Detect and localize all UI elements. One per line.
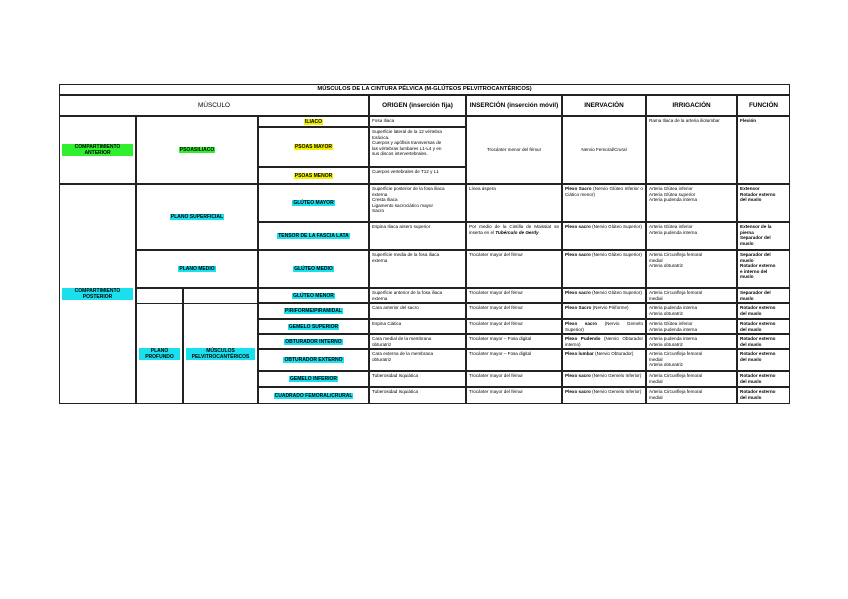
row-obturador-interno-irrigacion <box>646 334 737 349</box>
header-origen-text: ORIGEN (inserción fija) <box>382 102 453 109</box>
gluteo-mayor-origen-line: Sacro <box>372 208 385 214</box>
piriforme-origen-line: Cara anterior del sacro <box>372 305 419 310</box>
gluteo-menor-name-text: GLÚTEO MENOR <box>293 292 334 299</box>
gluteo-medio-funcion-line: muslo <box>740 274 754 280</box>
gemelo-inferior-funcion-line: del muslo <box>740 378 762 384</box>
row-gluteo-medio-irrigacion <box>646 250 737 288</box>
obturador-externo-irrigacion-line: Arteria obturatriz <box>649 362 683 368</box>
row-cuadrado-insercion <box>466 387 562 404</box>
row-obturador-externo-inervacion <box>562 349 646 371</box>
group-plano-medio-label: PLANO MEDIO <box>179 266 215 272</box>
cuadrado-insercion-text: Trocánter mayor del fémur <box>469 389 523 394</box>
psoas-insercion <box>466 116 562 184</box>
gluteo-menor-insercion-text: Trocánter mayor del fémur <box>469 290 523 295</box>
obturador-interno-irrigacion-line: Arteria obturatriz <box>649 341 683 347</box>
psoas-menor-name-text: PSOAS MENOR <box>294 172 333 179</box>
row-gemelo-superior-inervacion <box>562 319 646 334</box>
tensor-insercion-text: Por medio de la Cintilla de Maissiat se inserta en el <box>469 224 559 235</box>
group-pelvitrocantericos <box>183 303 258 404</box>
row-tensor-inervacion <box>562 222 646 250</box>
piriforme-name-text: PIRIFORME/PIRAMIDAL <box>285 308 342 314</box>
row-piriforme-funcion <box>737 303 790 319</box>
row-gluteo-menor-insercion <box>466 288 562 303</box>
gluteo-mayor-funcion-line: Rotador externo <box>740 191 776 197</box>
obturador-interno-nervio: (Nervio Obturador interno) <box>565 336 644 347</box>
row-tensor-name <box>258 222 369 250</box>
row-gemelo-inferior-name <box>258 371 369 387</box>
header-musculo-text: MÚSCULO <box>198 102 230 109</box>
gluteo-mayor-funcion-line: del muslo <box>740 197 762 203</box>
gluteo-mayor-origen-line: externa <box>372 191 388 197</box>
gluteo-mayor-origen-line: Superficie posterior de la fosa iliaca <box>372 186 445 191</box>
gemelo-inferior-name-text: GEMELO INFERIOR <box>290 376 337 382</box>
row-gemelo-superior-funcion <box>737 319 790 334</box>
header-funcion <box>737 95 790 116</box>
obturador-externo-origen-line: obturatriz <box>372 356 392 362</box>
gluteo-mayor-origen-line: Cresta Iliaca <box>372 197 398 203</box>
row-gluteo-mayor-name <box>258 184 369 222</box>
gluteo-menor-irrigacion-line: medial <box>649 295 663 301</box>
group-plano-superficial <box>136 184 258 250</box>
gluteo-menor-origen-line: Superficie anterior de la fosa iliaca <box>372 290 443 295</box>
gluteo-menor-funcion-line: Separador del <box>740 290 771 295</box>
gluteo-mayor-irrigacion-line: Arteria Glútea inferior <box>649 186 693 191</box>
row-obturador-interno-funcion <box>737 334 790 349</box>
psoas-insercion-text: Trocánter menor del fémur <box>486 147 542 153</box>
cuadrado-name-text: CUADRADO FEMORAL/CRURAL <box>274 392 353 399</box>
row-cuadrado-inervacion <box>562 387 646 404</box>
table-title <box>59 84 790 95</box>
gluteo-medio-insercion-text: Trocánter mayor del fémur <box>469 252 523 257</box>
row-gluteo-menor-name <box>258 288 369 303</box>
psoas-irrigacion <box>646 116 737 184</box>
cuadrado-nervio: (Nervio Gemelo Inferior) <box>592 389 642 394</box>
psoas-mayor-origen-line: las vértebras lumbares L1-L4 y en <box>372 145 442 151</box>
gluteo-medio-funcion-line: e interno del <box>740 268 768 274</box>
row-tensor-funcion <box>737 222 790 250</box>
row-obturador-externo-funcion <box>737 349 790 371</box>
gemelo-superior-name-text: GEMELO SUPERIOR <box>288 323 339 330</box>
row-cuadrado-name <box>258 387 369 404</box>
cuadrado-irrigacion-line: Arteria Circunfleja femoral <box>649 389 703 394</box>
row-obturador-interno-insercion <box>466 334 562 349</box>
gemelo-inferior-irrigacion-line: Arteria Circunfleja femoral <box>649 373 703 378</box>
gemelo-superior-origen-line: Espina Ciática <box>372 321 402 326</box>
row-tensor-insercion <box>466 222 562 250</box>
tensor-funcion-line: Separador del <box>740 235 771 241</box>
psoas-irrigacion-text: Rama Iliaca de la arteria iliolumbar <box>649 118 720 123</box>
row-gemelo-superior-name <box>258 319 369 334</box>
group-compartimiento-posterior <box>59 184 136 404</box>
row-gemelo-inferior-irrigacion <box>646 371 737 387</box>
piriforme-irrigacion-line: Arteria pudenda interna <box>649 305 698 310</box>
tensor-origen-line: Espina Iliaca antero superior <box>372 224 431 229</box>
obturador-interno-origen-line: Cara medial de la membrana <box>372 336 432 341</box>
row-obturador-externo-irrigacion <box>646 349 737 371</box>
psoas-mayor-origen-line: Cuerpos y apófisis transversas de <box>372 140 442 146</box>
row-iliaco-name <box>258 116 369 127</box>
piriforme-plexo: Plexo Sacro <box>565 305 592 310</box>
table-title-text: MÚSCULOS DE LA CINTURA PÉLVICA (M-GLÚTEOS PELVITROCANTÉRICOS) <box>317 85 532 92</box>
gemelo-inferior-plexo: Plexo sacro <box>565 373 591 378</box>
gluteo-mayor-irrigacion-line: Arteria pudenda interna <box>649 197 698 203</box>
gluteo-mayor-name-text: GLÚTEO MAYOR <box>293 200 334 206</box>
row-gemelo-superior-irrigacion <box>646 319 737 334</box>
row-tensor-irrigacion <box>646 222 737 250</box>
gluteo-medio-irrigacion-line: Arteria Circunfleja femoral <box>649 252 703 257</box>
row-gluteo-menor-irrigacion <box>646 288 737 303</box>
piriforme-nervio: (Nervio Piriforme) <box>592 305 629 310</box>
row-gluteo-mayor-funcion <box>737 184 790 222</box>
row-psoas-mayor-origen <box>369 127 466 167</box>
tensor-name-text: TENSOR DE LA FASCIA LATA <box>278 233 349 239</box>
obturador-interno-funcion-line: del muslo <box>740 341 762 347</box>
row-obturador-interno-name <box>258 334 369 349</box>
row-tensor-origen <box>369 222 466 250</box>
obturador-externo-funcion-line: Rotador externo <box>740 351 776 356</box>
gluteo-mayor-funcion-line: Extensor <box>740 186 760 191</box>
obturador-interno-name-text: OBTURADOR INTERNO <box>285 338 342 345</box>
cuadrado-irrigacion-line: medial <box>649 394 663 400</box>
tensor-funcion-line: Extensor de la <box>740 224 772 229</box>
tensor-irrigacion-line: Arteria pudenda interna <box>649 229 698 235</box>
cuadrado-plexo: Plexo sacro <box>565 389 591 394</box>
header-irrigacion <box>646 95 737 116</box>
piriforme-irrigacion-line: Arteria obturatriz <box>649 310 683 316</box>
gluteo-menor-irrigacion-line: Arteria Circunfleja femoral <box>649 290 703 295</box>
obturador-interno-origen-line: obturatriz <box>372 341 392 347</box>
gemelo-inferior-irrigacion-line: medial <box>649 378 663 384</box>
gluteo-mayor-nervio: (Nervio Glúteo Inferior o Ciático menor) <box>565 186 643 197</box>
header-inervacion-text: INERVACIÓN <box>584 102 624 109</box>
gemelo-inferior-nervio: (Nervio Gemelo Inferior) <box>592 373 642 378</box>
row-obturador-interno-inervacion <box>562 334 646 349</box>
row-piriforme-inervacion <box>562 303 646 319</box>
row-psoas-mayor-name <box>258 127 369 167</box>
psoas-mayor-name-text: PSOAS MAYOR <box>294 144 333 150</box>
gluteo-medio-origen-line: externa <box>372 257 388 263</box>
group-psoasiliaco <box>136 116 258 184</box>
row-cuadrado-irrigacion <box>646 387 737 404</box>
gluteo-medio-funcion-line: Rotador externo <box>740 263 776 269</box>
header-origen <box>369 95 466 116</box>
psoas-funcion-text: Flexión <box>740 118 757 123</box>
row-gemelo-superior-origen <box>369 319 466 334</box>
gluteo-menor-plexo: Plexo sacro <box>565 290 591 295</box>
obturador-externo-insercion-text: Trocánter mayor – Fosa digital <box>469 351 532 356</box>
obturador-externo-irrigacion-line: Arteria Circunfleja femoral <box>649 351 703 356</box>
row-iliaco-origen <box>369 116 466 127</box>
gluteo-medio-name-text: GLÚTEO MEDIO <box>294 266 333 272</box>
psoas-menor-origen-line: Cuerpos vertebrales de T12 y L1 <box>372 169 439 174</box>
row-gluteo-medio-funcion <box>737 250 790 288</box>
iliaco-origen-line: Fosa Iliaca <box>372 118 395 123</box>
group-plano-profundo <box>136 303 183 404</box>
tensor-funcion-line: pierna <box>740 229 754 235</box>
obturador-interno-insercion-text: Trocánter mayor – Fosa digital <box>469 336 532 341</box>
group-psoasiliaco-label: PSOASILIACO <box>179 147 215 153</box>
row-gluteo-medio-inervacion <box>562 250 646 288</box>
gemelo-superior-funcion-line: Rotador externo <box>740 321 776 326</box>
row-piriforme-origen <box>369 303 466 319</box>
gluteo-mayor-origen-line: Ligamento sacrociático mayor <box>372 202 434 208</box>
row-obturador-externo-insercion <box>466 349 562 371</box>
gluteo-mayor-insercion-text: Línea áspera <box>469 186 496 191</box>
row-gluteo-medio-insercion <box>466 250 562 288</box>
piriforme-funcion-line: del muslo <box>740 310 762 316</box>
row-gluteo-mayor-inervacion <box>562 184 646 222</box>
tensor-funcion-line: muslo <box>740 240 754 246</box>
gemelo-superior-insercion-text: Trocánter mayor del fémur <box>469 321 523 326</box>
row-gemelo-inferior-inervacion <box>562 371 646 387</box>
gluteo-menor-origen-line: externa <box>372 295 388 301</box>
gluteo-medio-nervio: (Nervio Glúteo Superior) <box>592 252 642 257</box>
group-posterior-label: COMPARTIMIENTO POSTERIOR <box>62 288 133 300</box>
row-psoas-menor-name <box>258 167 369 184</box>
gemelo-superior-funcion-line: del muslo <box>740 326 762 332</box>
row-obturador-externo-name <box>258 349 369 371</box>
header-inervacion <box>562 95 646 116</box>
group-plano-profundo-label: PLANO PROFUNDO <box>139 348 180 360</box>
obturador-externo-funcion-line: del muslo <box>740 356 762 362</box>
obturador-interno-irrigacion-line: Arteria pudenda interna <box>649 336 698 341</box>
header-insercion-text: INSERCIÓN (inserción móvil) <box>469 102 559 109</box>
header-funcion-text: FUNCIÓN <box>748 102 779 109</box>
row-psoas-menor-origen <box>369 167 466 184</box>
row-piriforme-insercion <box>466 303 562 319</box>
gemelo-inferior-origen-line: Tuberosidad Isquiática <box>372 373 419 378</box>
obturador-externo-irrigacion-line: medial <box>649 356 663 362</box>
gemelo-inferior-funcion-line: Rotador externo <box>740 373 776 378</box>
gemelo-inferior-insercion-text: Trocánter mayor del fémur <box>469 373 523 378</box>
row-gemelo-inferior-origen <box>369 371 466 387</box>
muscle-table <box>59 84 790 404</box>
tensor-tuberculo-text: Tubérculo de Gerdy <box>495 229 539 235</box>
row-gluteo-medio-name <box>258 250 369 288</box>
tensor-irrigacion-line: Arteria Glútea inferior <box>649 224 693 229</box>
group-plano-medio <box>136 250 258 288</box>
psoas-mayor-origen-line: Superficie lateral de la 12 vértebra <box>372 129 442 134</box>
row-gluteo-menor-funcion <box>737 288 790 303</box>
gluteo-menor-nervio: (Nervio Glúteo Superior) <box>592 290 642 295</box>
psoas-inervacion-text: Nervio Femoral/Crural <box>581 147 627 153</box>
gemelo-superior-irrigacion-line: Arteria pudenda interna <box>649 326 698 332</box>
gluteo-mayor-irrigacion-line: Arteria Glútea superior <box>649 191 696 197</box>
row-cuadrado-origen <box>369 387 466 404</box>
iliaco-name-text: ILIACO <box>305 118 322 125</box>
cuadrado-origen-line: Tuberosidad Isquiática <box>372 389 419 394</box>
row-obturador-interno-origen <box>369 334 466 349</box>
obturador-externo-origen-line: Cara externa de la membrana <box>372 351 434 356</box>
psoas-funcion <box>737 116 790 184</box>
gluteo-medio-funcion-line: Separador del <box>740 252 771 257</box>
gluteo-menor-funcion-line: muslo <box>740 295 754 301</box>
row-gluteo-mayor-origen <box>369 184 466 222</box>
row-gluteo-mayor-insercion <box>466 184 562 222</box>
row-piriforme-irrigacion <box>646 303 737 319</box>
group-compartimiento-anterior <box>59 116 136 184</box>
gemelo-superior-irrigacion-line: Arteria Glútea inferior <box>649 321 693 326</box>
gluteo-medio-plexo: Plexo sacro <box>565 252 591 257</box>
obturador-externo-nervio: (Nervio Obturador) <box>595 351 634 356</box>
obturador-externo-plexo: Plexo lumbar <box>565 351 594 356</box>
header-irrigacion-text: IRRIGACIÓN <box>672 102 711 109</box>
row-gemelo-inferior-funcion <box>737 371 790 387</box>
cuadrado-funcion-line: Rotador externo <box>740 389 776 394</box>
piriforme-insercion-text: Trocánter mayor del fémur <box>469 305 523 310</box>
cuadrado-funcion-line: del muslo <box>740 394 762 400</box>
row-piriforme-name <box>258 303 369 319</box>
header-musculo <box>59 95 369 116</box>
obturador-externo-name-text: OBTURADOR EXTERNO <box>284 357 343 363</box>
row-gemelo-inferior-insercion <box>466 371 562 387</box>
gluteo-medio-irrigacion-line: medial <box>649 257 663 263</box>
obturador-interno-plexo: Plexo Pudendo <box>565 336 601 341</box>
psoas-inervacion <box>562 116 646 184</box>
group-anterior-label: COMPARTIMIENTO ANTERIOR <box>62 144 133 156</box>
group-pelvitrocantericos-label: MÚSCULOS PELVITROCANTÉRICOS <box>186 348 255 360</box>
row-gluteo-medio-origen <box>369 250 466 288</box>
psoas-mayor-origen-line: torácica. <box>372 134 390 140</box>
obturador-interno-funcion-line: Rotador externo <box>740 336 776 341</box>
piriforme-funcion-line: Rotador externo <box>740 305 776 310</box>
tensor-plexo: Plexo sacro <box>565 224 591 229</box>
header-insercion <box>466 95 562 116</box>
gluteo-mayor-plexo: Plexo Sacro <box>565 186 592 191</box>
row-gemelo-superior-insercion <box>466 319 562 334</box>
row-gluteo-menor-origen <box>369 288 466 303</box>
row-cuadrado-funcion <box>737 387 790 404</box>
psoas-mayor-origen-line: sus discos intervertebrales. <box>372 151 428 157</box>
group-plano-superficial-label: PLANO SUPERFICIAL <box>170 214 224 220</box>
row-obturador-externo-origen <box>369 349 466 371</box>
gluteo-medio-funcion-line: muslo <box>740 257 754 263</box>
gemelo-superior-nervio: (Nervio Gemelo Superior) <box>565 321 643 332</box>
gluteo-medio-origen-line: Superficie media de la fosa iliaca <box>372 252 440 257</box>
row-gluteo-menor-inervacion <box>562 288 646 303</box>
tensor-nervio: (Nervio Glúteo Superior) <box>592 224 642 229</box>
row-gluteo-mayor-irrigacion <box>646 184 737 222</box>
gluteo-medio-irrigacion-line: Arteria obturatriz <box>649 263 683 269</box>
gemelo-superior-plexo: Plexo sacro <box>565 321 598 326</box>
